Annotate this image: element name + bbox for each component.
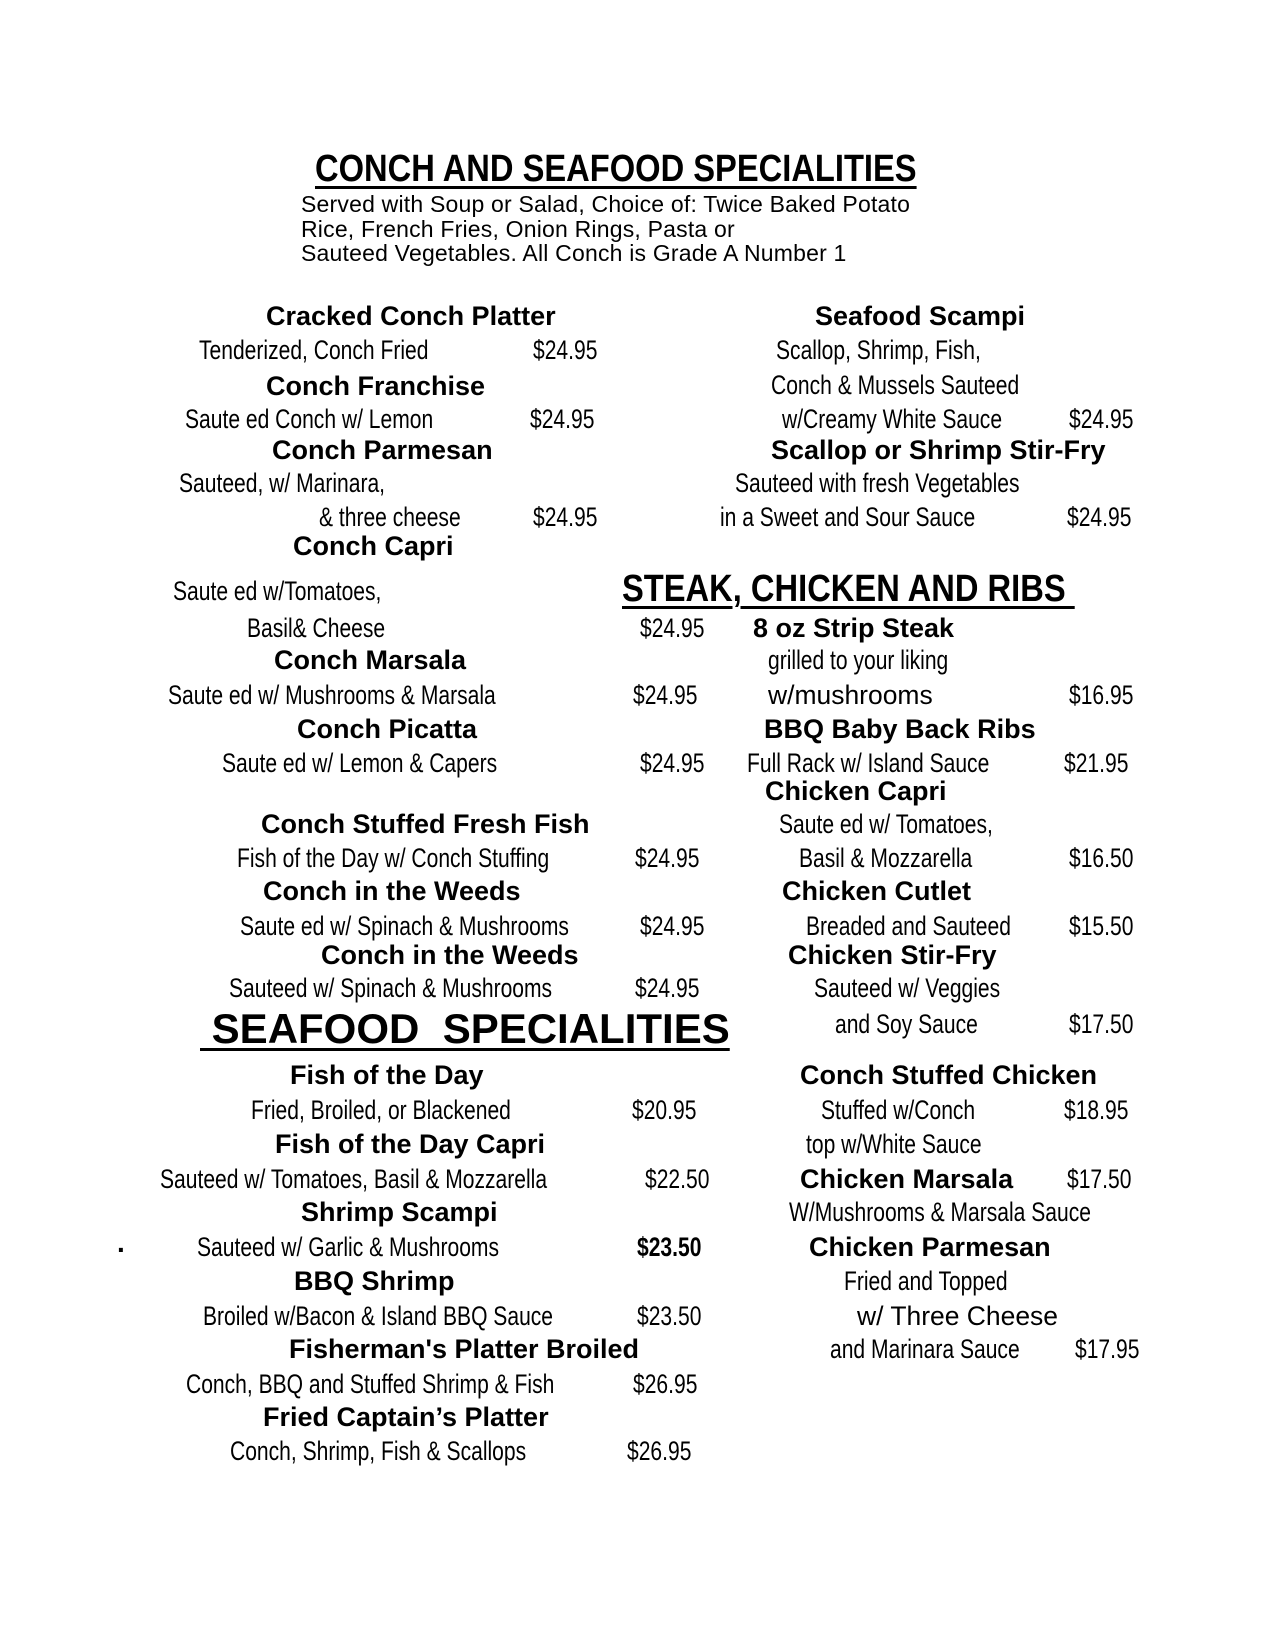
menu-item-price: $16.95 (1069, 680, 1134, 710)
menu-item-price: $16.50 (1069, 843, 1134, 873)
subtitle-line: Rice, French Fries, Onion Rings, Pasta or (301, 216, 735, 242)
menu-item-name: BBQ Baby Back Ribs (764, 714, 1036, 744)
menu-item-price: $17.95 (1075, 1334, 1140, 1364)
menu-item-price: $24.95 (640, 911, 705, 941)
menu-item-desc: in a Sweet and Sour Sauce (720, 502, 976, 532)
menu-item-desc: Fried, Broiled, or Blackened (251, 1095, 511, 1125)
menu-item-desc: Sauteed w/ Tomatoes, Basil & Mozzarella (160, 1164, 548, 1194)
menu-item-price: $24.95 (1069, 404, 1134, 434)
menu-item-desc: Basil & Mozzarella (799, 843, 973, 873)
menu-item-name: Chicken Cutlet (782, 876, 972, 906)
menu-item-desc: Stuffed w/Conch (821, 1095, 976, 1125)
menu-item-name: Fish of the Day (290, 1060, 484, 1090)
menu-item-price: $17.50 (1067, 1164, 1132, 1194)
menu-item-name: Shrimp Scampi (301, 1197, 498, 1227)
menu-item-name: Conch Stuffed Chicken (800, 1060, 1098, 1090)
subtitle-line: Served with Soup or Salad, Choice of: Twice Baked Potato (301, 191, 911, 217)
menu-item-name: Fisherman's Platter Broiled (289, 1334, 640, 1364)
menu-item-desc: Conch, Shrimp, Fish & Scallops (230, 1436, 527, 1466)
menu-item-price: $24.95 (533, 335, 598, 365)
menu-item-name: Conch Stuffed Fresh Fish (261, 809, 590, 839)
menu-item-name: Conch Picatta (297, 714, 478, 744)
page-title: CONCH AND SEAFOOD SPECIALITIES (315, 148, 917, 190)
menu-item-desc: Fried and Topped (844, 1266, 1008, 1296)
menu-item-name: Chicken Stir-Fry (788, 940, 997, 970)
menu-item-desc: Broiled w/Bacon & Island BBQ Sauce (203, 1301, 554, 1331)
menu-item-desc: Saute ed w/ Spinach & Mushrooms (240, 911, 569, 941)
menu-item-price: $24.95 (640, 613, 705, 643)
menu-item-desc: Saute ed w/ Tomatoes, (779, 809, 993, 839)
menu-item-name: Cracked Conch Platter (266, 301, 556, 331)
menu-item-price: $18.95 (1064, 1095, 1129, 1125)
menu-item-desc: and Soy Sauce (835, 1009, 978, 1039)
menu-item-name: Fried Captain’s Platter (263, 1402, 549, 1432)
menu-item-price: $26.95 (627, 1436, 692, 1466)
menu-item-price: $23.50 (637, 1301, 702, 1331)
menu-item-price: $20.95 (632, 1095, 697, 1125)
section-title-steak: STEAK, CHICKEN AND RIBS (622, 568, 1075, 610)
menu-item-name: Conch Franchise (266, 371, 486, 401)
menu-item-price: $22.50 (645, 1164, 710, 1194)
menu-item-price: $24.95 (635, 973, 700, 1003)
menu-item-desc: top w/White Sauce (806, 1129, 982, 1159)
menu-item-price: $15.50 (1069, 911, 1134, 941)
menu-item-desc: Breaded and Sauteed (806, 911, 1011, 941)
menu-item-desc: Sauteed w/ Garlic & Mushrooms (197, 1232, 499, 1262)
menu-item-desc: Fish of the Day w/ Conch Stuffing (237, 843, 550, 873)
menu-item-price: $24.95 (533, 502, 598, 532)
subtitle-line: Sauteed Vegetables. All Conch is Grade A Number 1 (301, 240, 847, 266)
menu-item-desc: Sauteed, w/ Marinara, (179, 468, 386, 498)
menu-item-name: Chicken Marsala (800, 1164, 1014, 1194)
menu-item-price: $26.95 (633, 1369, 698, 1399)
menu-item-desc: Sauteed with fresh Vegetables (735, 468, 1020, 498)
menu-item-name: BBQ Shrimp (294, 1266, 455, 1296)
section-title-seafood: SEAFOOD SPECIALITIES (200, 1005, 730, 1052)
menu-item-desc: Sauteed w/ Veggies (814, 973, 1001, 1003)
menu-item-desc: w/mushrooms (768, 680, 933, 710)
menu-item-name: Fish of the Day Capri (275, 1129, 546, 1159)
menu-item-desc: Saute ed w/Tomatoes, (173, 576, 382, 606)
menu-item-price: $17.50 (1069, 1009, 1134, 1039)
menu-item-name: Seafood Scampi (815, 301, 1026, 331)
menu-item-desc: W/Mushrooms & Marsala Sauce (789, 1197, 1091, 1227)
menu-item-price: $21.95 (1064, 748, 1129, 778)
menu-item-desc: Basil& Cheese (247, 613, 386, 643)
menu-item-desc: Conch, BBQ and Stuffed Shrimp & Fish (186, 1369, 555, 1399)
menu-item-desc: grilled to your liking (768, 645, 949, 675)
menu-item-desc: w/ Three Cheese (857, 1301, 1059, 1331)
menu-item-desc: Conch & Mussels Sauteed (771, 370, 1020, 400)
menu-item-price: $23.50 (637, 1232, 702, 1262)
menu-item-price: $24.95 (635, 843, 700, 873)
menu-item-name: Chicken Parmesan (809, 1232, 1051, 1262)
menu-item-desc: Saute ed w/ Mushrooms & Marsala (168, 680, 496, 710)
menu-item-desc: Tenderized, Conch Fried (199, 335, 429, 365)
menu-item-desc: and Marinara Sauce (830, 1334, 1020, 1364)
menu-item-desc: Sauteed w/ Spinach & Mushrooms (229, 973, 553, 1003)
menu-item-desc: Scallop, Shrimp, Fish, (776, 335, 981, 365)
menu-item-price: $24.95 (530, 404, 595, 434)
menu-item-name: Conch Capri (293, 531, 454, 561)
menu-item-name: Chicken Capri (765, 776, 947, 806)
menu-item-price: $24.95 (640, 748, 705, 778)
menu-item-name: Conch Marsala (274, 645, 467, 675)
menu-item-price: $24.95 (633, 680, 698, 710)
menu-item-name: 8 oz Strip Steak (753, 613, 955, 643)
menu-item-desc: & three cheese (319, 502, 461, 532)
menu-item-name: Conch in the Weeds (263, 876, 521, 906)
menu-item-name: Conch Parmesan (272, 435, 493, 465)
menu-item-desc: Saute ed w/ Lemon & Capers (222, 748, 498, 778)
menu-item-price: $24.95 (1067, 502, 1132, 532)
menu-item-desc: Full Rack w/ Island Sauce (747, 748, 990, 778)
stray-mark: . (117, 1227, 125, 1258)
menu-item-desc: w/Creamy White Sauce (782, 404, 1003, 434)
menu-item-name: Scallop or Shrimp Stir-Fry (771, 435, 1106, 465)
menu-item-name: Conch in the Weeds (321, 940, 579, 970)
menu-item-desc: Saute ed Conch w/ Lemon (185, 404, 434, 434)
